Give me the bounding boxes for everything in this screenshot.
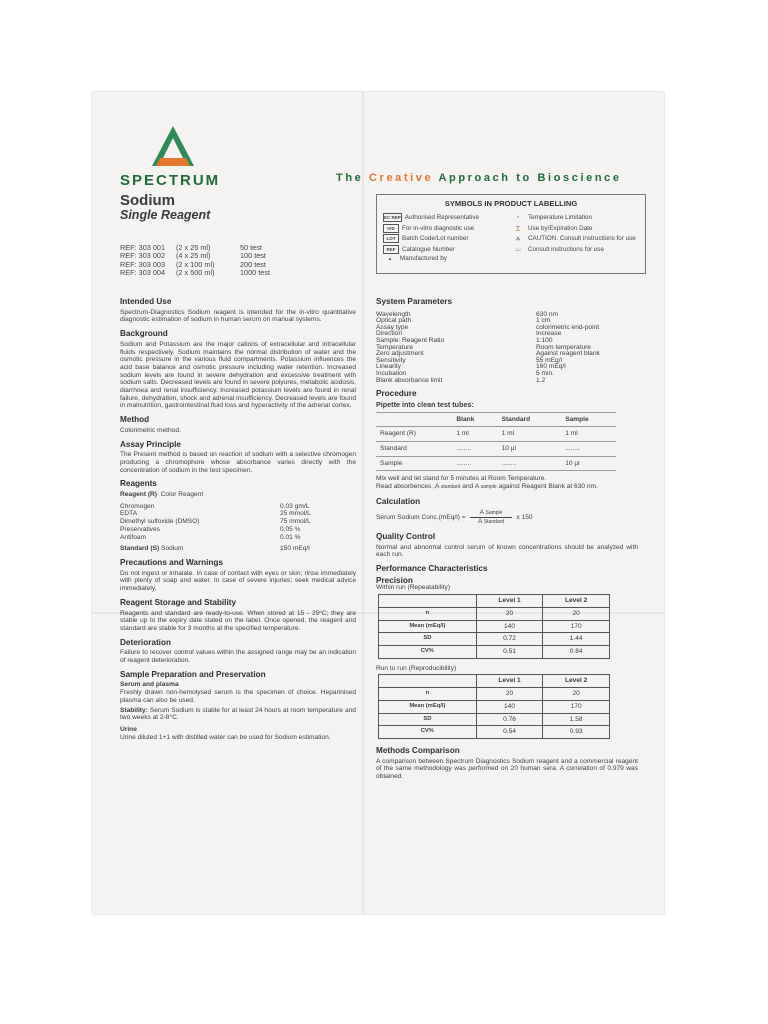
table-cell: ........ xyxy=(498,456,562,471)
table-cell: CV% xyxy=(379,726,477,739)
mix-text: Mix well and let stand for 5 minutes at Room Temperature. xyxy=(376,475,547,483)
table-cell: 1 ml xyxy=(452,427,497,442)
param-value: Increase xyxy=(536,330,562,338)
formula-lhs: Serum Sodium Conc.(mEq/l) = xyxy=(376,513,466,521)
table-header: Level 2 xyxy=(543,675,610,688)
ref-tests: 1000 test xyxy=(240,268,271,278)
table-cell: 0.72 xyxy=(476,633,543,646)
param-value: 1 cm xyxy=(536,317,551,325)
param-value: Against reagent blank xyxy=(536,350,600,358)
read-post: against Reagent Blank at 630 nm. xyxy=(498,483,598,491)
table-header: Level 1 xyxy=(476,675,543,688)
reagent-item xyxy=(120,510,356,518)
reagent-name: Chromogen xyxy=(120,502,155,510)
right-column xyxy=(376,292,638,783)
section-heading: Method xyxy=(120,415,150,425)
table-cell: 0.51 xyxy=(476,646,543,659)
table-cell: Mean (mEq/l) xyxy=(379,620,477,633)
reagent-name: Dimethyl sulfoxide (DMSO) xyxy=(120,518,200,526)
left-column xyxy=(120,292,356,743)
read-pre: Read absorbences ,A xyxy=(376,483,440,491)
ref-pack: (2 x 25 ml) xyxy=(176,243,211,252)
section-heading: Methods Comparison xyxy=(376,745,460,755)
read-mid: and A xyxy=(462,483,479,491)
reagent-value: 25 mmol/L xyxy=(280,510,311,518)
param-value: 630 nm xyxy=(536,310,558,318)
table-header: Sample xyxy=(561,412,616,427)
within-run-label: Within run (Repeatability) xyxy=(376,584,451,592)
param-value: Room temperature xyxy=(536,343,591,351)
symbol-label: For in-vitro diagnostic use xyxy=(402,224,475,232)
brand-name: SPECTRUM xyxy=(120,172,221,189)
table-row xyxy=(376,427,616,442)
param-row xyxy=(376,378,638,385)
table-header xyxy=(376,412,452,427)
standard-line xyxy=(120,545,356,553)
reagent-name: Preservatives xyxy=(120,525,160,533)
param-name: Wavelength xyxy=(376,310,411,318)
triangle-logo-icon xyxy=(150,124,196,168)
table-cell: 1.58 xyxy=(543,713,610,726)
param-name: Sample: Reagent Ratio xyxy=(376,337,445,345)
table-cell: 20 xyxy=(543,688,610,701)
table-cell: Standard xyxy=(376,442,452,457)
run-to-run-label: Run to run (Reproducibility) xyxy=(376,664,457,672)
section-text: Sodium and Potassium are the major cations of extracellular and intracellular fluids respectively. Sodium maintains the normal distribution of water and the osmotic pressure in the various fluid compartments. Potassium influences the acid base balance and osmotic pressure including water retention. Increased sodium levels are found in severe dehydration and excessive treatment with sodium salts. Decreased levels are found in severe polyures, metabolic acidosis, diarrhoea and renal insufficiency. Increased potassium levels are found in renal failure, dehydration, shock and adrenal insufficiency. Decreased levels are found in malnutrition, gastrointestinal fluid loss and hyperactivity of the adrenal cortex. xyxy=(120,340,356,410)
param-name: Temperature xyxy=(376,343,414,351)
section-heading: Procedure xyxy=(376,389,417,399)
formula-multiplier: x 150 xyxy=(516,513,533,521)
section-heading: Precautions and Warnings xyxy=(120,557,223,567)
section-text: Failure to recover control values within the assigned range may be an indication of reagent deterioration. xyxy=(120,649,356,665)
reagent-item xyxy=(120,518,356,526)
table-header-row xyxy=(376,412,616,427)
section-text: Urine diluted 1+1 with distilled water can be used for Sodium estimation. xyxy=(120,733,331,741)
formula-denominator xyxy=(478,518,504,527)
pipette-heading: Pipette into clean test tubes: xyxy=(376,399,474,409)
document-sheet xyxy=(92,92,664,914)
param-row xyxy=(376,364,638,371)
ref-row xyxy=(120,269,288,277)
table-cell: ........ xyxy=(561,442,616,457)
param-name: Incubation xyxy=(376,370,407,378)
table-cell: 20 xyxy=(476,607,543,620)
symbol-item xyxy=(383,234,511,243)
section-heading: Calculation xyxy=(376,496,421,506)
table-cell: 140 xyxy=(476,700,543,713)
table-header xyxy=(379,595,477,608)
symbols-box xyxy=(376,194,646,274)
hourglass-icon: ⌛ xyxy=(515,225,521,231)
symbol-label: Use by/Expiration Date xyxy=(528,224,593,232)
repeatability-table xyxy=(378,594,610,659)
symbols-grid xyxy=(383,213,641,262)
tagline-pre: The xyxy=(336,172,364,184)
reagent-value: 0.05 % xyxy=(280,525,301,533)
symbol-item xyxy=(383,213,511,222)
section-heading: System Parameters xyxy=(376,297,453,306)
fold-crease xyxy=(362,92,364,914)
table-cell: 20 xyxy=(543,607,610,620)
table-cell: SD xyxy=(379,713,477,726)
table-cell: 20 xyxy=(476,688,543,701)
reagent-name: EDTA xyxy=(120,510,138,518)
symbol-label: Temperature Limitation xyxy=(528,214,593,221)
table-row xyxy=(376,456,616,471)
ref-tests: 200 test xyxy=(240,259,266,269)
reproducibility-table xyxy=(378,674,610,739)
section-text: Spectrum-Diagnostics Sodium reagent is intended for the in-vitro quantitative diagnostic estimation of sodium in human serum on manual systems. xyxy=(120,308,356,324)
symbol-label: CAUTION. Consult instructions for use xyxy=(528,235,636,242)
symbol-item xyxy=(511,245,641,254)
reagent-item xyxy=(120,503,356,511)
formula-num-a: A xyxy=(479,508,484,516)
param-name: Optical path xyxy=(376,317,412,325)
param-name: Assay type xyxy=(376,323,409,331)
param-value: 55 mEq/l xyxy=(536,356,563,364)
section-heading: Sample Preparation and Preservation xyxy=(120,669,266,679)
ref-list xyxy=(120,244,288,278)
section-heading: Assay Principle xyxy=(120,439,181,449)
param-name: Zero adjustment xyxy=(376,350,424,358)
table-cell: SD xyxy=(379,633,477,646)
ref-icon: REF xyxy=(383,245,399,254)
table-row xyxy=(379,700,610,713)
param-value: 5 min. xyxy=(536,370,554,378)
section-heading: Performance Characteristics xyxy=(376,564,488,574)
reagent-name: Antifoam xyxy=(120,533,147,541)
param-row xyxy=(376,351,638,358)
param-row xyxy=(376,358,638,365)
factory-icon: ▲ xyxy=(387,256,393,261)
param-name: Sensitivity xyxy=(376,356,406,364)
tagline xyxy=(336,172,622,184)
pipette-table xyxy=(376,412,616,472)
param-row xyxy=(376,338,638,345)
table-cell: Sample xyxy=(376,456,452,471)
read-text xyxy=(376,483,638,492)
table-row xyxy=(379,726,610,739)
section-text: Freshly drawn non-hemolysed serum is the specimen of choice. Heparinised plasma can also be used. xyxy=(120,689,356,704)
param-value: 1:100 xyxy=(536,337,553,345)
symbol-item xyxy=(383,224,511,233)
read-smp: sample xyxy=(480,484,497,491)
symbol-item xyxy=(383,255,511,262)
ref-code: REF: 303 001 xyxy=(120,243,166,252)
table-cell: 0.93 xyxy=(543,726,610,739)
section-heading: Deterioration xyxy=(120,637,171,647)
table-row xyxy=(379,620,610,633)
table-header-row xyxy=(379,595,610,608)
param-name: Blank absorbance limit xyxy=(376,376,443,384)
symbol-label: Consult instructions for use xyxy=(528,245,604,253)
tagline-post: Approach to Bioscience xyxy=(438,172,622,184)
ref-pack: (4 x 25 ml) xyxy=(176,251,211,261)
lot-icon: LOT xyxy=(383,234,399,243)
formula-numerator xyxy=(470,509,513,519)
formula-fraction xyxy=(470,509,513,527)
ref-pack: (2 x 100 ml) xyxy=(176,259,215,269)
param-row xyxy=(376,312,638,319)
table-row xyxy=(379,713,610,726)
ref-pack: (2 x 500 ml) xyxy=(176,268,215,278)
reagent-r-label: Reagent (R) xyxy=(120,491,157,499)
section-heading: Reagent Storage and Stability xyxy=(120,597,237,607)
reagent-value: 0.01 % xyxy=(280,533,301,541)
table-header: Blank xyxy=(452,412,497,427)
table-cell: ........ xyxy=(452,442,497,457)
table-cell: Mean (mEq/l) xyxy=(379,700,477,713)
section-text: Reagents and standard are ready-to-use. When stored at 15 - 25ºC; they are stable up to the expiry date stated on the label. Once opened, the reagent and standard are stable for 3 months at the specified temperature. xyxy=(120,609,356,632)
table-cell: 0.76 xyxy=(476,713,543,726)
param-name: Direction xyxy=(376,330,403,338)
reagent-r-line xyxy=(120,491,356,499)
section-text: Do not ingest or inhalate. In case of contact with eyes or skin; rinse immediately with plenty of soap and water. In case of severe injuries; seek medical advice immediately. xyxy=(120,569,356,593)
param-value: 1.2 xyxy=(536,376,546,384)
table-row xyxy=(379,688,610,701)
caution-icon: ⚠ xyxy=(515,236,521,241)
standard-label xyxy=(120,545,280,553)
read-std: standard xyxy=(440,484,461,491)
table-row xyxy=(379,607,610,620)
calculation-formula xyxy=(376,509,638,527)
table-cell: 170 xyxy=(543,620,610,633)
symbol-item xyxy=(511,224,641,233)
standard-s-value: 150 mEq/l xyxy=(280,545,310,553)
stability-label: Stability: xyxy=(120,706,148,714)
section-heading: Background xyxy=(120,329,168,339)
ref-tests: 50 test xyxy=(240,243,262,252)
table-cell: ........ xyxy=(452,456,497,471)
table-cell: 0.54 xyxy=(476,726,543,739)
table-cell: 140 xyxy=(476,620,543,633)
table-row xyxy=(379,633,610,646)
symbol-label: Authorised Representative xyxy=(404,214,479,221)
formula-den-a: A xyxy=(477,518,482,526)
table-cell: 1 ml xyxy=(498,427,562,442)
symbol-label: Manufactured by xyxy=(400,255,447,262)
table-header: Level 2 xyxy=(543,595,610,608)
section-heading: Intended Use xyxy=(120,297,172,306)
table-row xyxy=(376,442,616,457)
table-cell: n xyxy=(379,688,477,701)
table-header: Standard xyxy=(498,412,562,427)
reagent-item xyxy=(120,526,356,534)
section-text: A comparison between Spectrum Diagnostics Sodium reagent and a commercial reagent of the same methodology was performed on 20 human sera. A correlation of 0.979 was obtained. xyxy=(376,757,638,781)
product-subtitle: Single Reagent xyxy=(120,208,211,222)
section-text: Colorimetric method. xyxy=(120,426,181,434)
table-cell: 1.44 xyxy=(543,633,610,646)
ref-code: REF: 303 003 xyxy=(120,259,166,269)
table-cell: CV% xyxy=(379,646,477,659)
stability-text xyxy=(120,707,356,722)
reagent-r-desc: Color Reagent xyxy=(160,491,204,499)
param-value: 160 mEq/l xyxy=(536,363,566,371)
ivd-icon: IVD xyxy=(383,224,399,233)
table-row xyxy=(379,646,610,659)
symbol-item xyxy=(383,245,511,254)
table-cell: Reagent (R) xyxy=(376,427,452,442)
section-heading: Precision xyxy=(376,575,413,585)
ref-code: REF: 303 004 xyxy=(120,268,166,278)
table-cell: 10 µl xyxy=(498,442,562,457)
table-header: Level 1 xyxy=(476,595,543,608)
reagent-value: 75 mmol/L xyxy=(280,518,311,526)
temperature-icon: ° xyxy=(517,215,519,220)
subheading: Urine xyxy=(120,725,137,733)
section-heading: Reagents xyxy=(120,479,157,489)
ref-tests: 100 test xyxy=(240,251,266,261)
formula-den-sub: Standard xyxy=(483,519,505,526)
subheading: Serum and plasma xyxy=(120,681,179,689)
table-cell: n xyxy=(379,607,477,620)
ref-code: REF: 303 002 xyxy=(120,251,166,261)
symbol-label: Batch Code/Lot number xyxy=(402,235,469,242)
reagent-item xyxy=(120,534,356,542)
reagent-value: 0.03 gm/L xyxy=(280,502,310,510)
param-name: Linearity xyxy=(376,363,401,371)
section-text: Normal and abnormal control serum of known concentrations should be analyzed with each run. xyxy=(376,543,638,559)
product-title: Sodium xyxy=(120,192,175,209)
standard-s-desc: Sodium xyxy=(161,545,184,553)
table-header-row xyxy=(379,675,610,688)
table-cell: 170 xyxy=(543,700,610,713)
table-header xyxy=(379,675,477,688)
table-cell: 1 ml xyxy=(561,427,616,442)
param-value: colorimetric end-point xyxy=(536,323,600,331)
tagline-highlight: Creative xyxy=(369,172,434,184)
ec-rep-icon: EC REP xyxy=(384,215,401,220)
section-heading: Quality Control xyxy=(376,531,436,541)
param-row xyxy=(376,325,638,332)
standard-s-label: Standard (S) xyxy=(120,545,160,553)
stability-value: Serum Sodium is stable for at least 24 hours at room temperature and two weeks at 2-8°C. xyxy=(120,706,356,722)
system-params xyxy=(376,312,638,385)
symbol-item xyxy=(511,213,641,222)
table-cell: 10 µl xyxy=(561,456,616,471)
formula-num-sub: Sample xyxy=(485,509,503,516)
manual-icon: 📖 xyxy=(515,246,521,252)
symbol-label: Catalogue Number xyxy=(402,245,455,253)
section-text: The Present method is based on reaction of sodium with a selective chromogen producing a chromophore whose absorbance varies directly with the concentration of sodium in the test specimen. xyxy=(120,451,356,474)
symbols-title: SYMBOLS IN PRODUCT LABELLING xyxy=(444,199,578,208)
symbol-item xyxy=(511,234,641,243)
table-cell: 0.84 xyxy=(543,646,610,659)
